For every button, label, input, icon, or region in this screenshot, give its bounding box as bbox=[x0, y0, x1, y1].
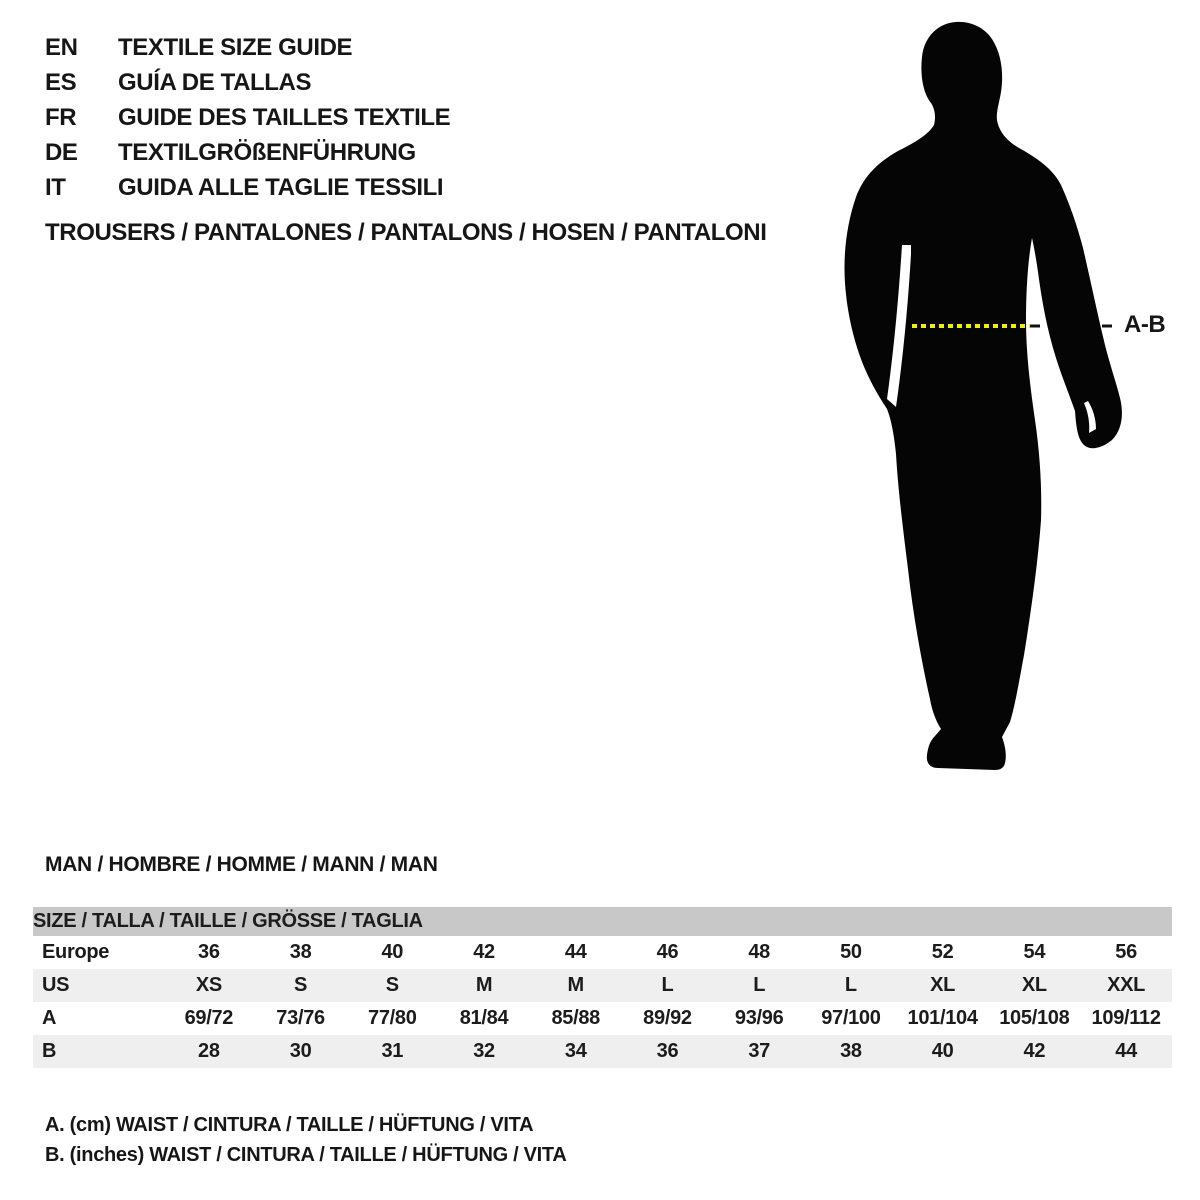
size-cell: M bbox=[530, 969, 622, 1002]
size-cell: 93/96 bbox=[734, 1007, 784, 1029]
table-row-b bbox=[33, 1035, 1172, 1068]
language-title: GUIDA ALLE TAGLIE TESSILI bbox=[118, 174, 444, 201]
size-cell: 28 bbox=[163, 1035, 255, 1068]
note-line-cm: A. (cm) WAIST / CINTURA / TAILLE / HÜFTUNG / VITA bbox=[45, 1114, 534, 1136]
size-table bbox=[33, 907, 1172, 1068]
size-cell: XXL bbox=[1080, 969, 1172, 1002]
size-cell: 89/92 bbox=[643, 1007, 692, 1029]
size-cell: L bbox=[805, 969, 897, 1002]
size-cell: M bbox=[438, 969, 530, 1002]
size-cell: 97/100 bbox=[821, 1007, 881, 1029]
row-label: A bbox=[42, 1007, 57, 1029]
language-title: TEXTILGRÖßENFÜHRUNG bbox=[118, 139, 416, 166]
size-cell: 69/72 bbox=[184, 1007, 234, 1029]
size-cell: 52 bbox=[931, 941, 954, 963]
size-cell: 56 bbox=[1115, 941, 1137, 963]
size-cell: XL bbox=[897, 969, 989, 1002]
size-cell: XL bbox=[988, 969, 1080, 1002]
size-cell: 44 bbox=[1080, 1035, 1172, 1068]
row-label: Europe bbox=[42, 941, 110, 963]
table-row-us bbox=[33, 969, 1172, 1002]
size-table-header-row bbox=[33, 907, 1172, 936]
language-code: IT bbox=[45, 174, 66, 201]
note-line-inches: B. (inches) WAIST / CINTURA / TAILLE / HÜFTUNG / VITA bbox=[45, 1144, 567, 1166]
size-cell: 85/88 bbox=[551, 1007, 601, 1029]
size-cell: 73/76 bbox=[276, 1007, 325, 1029]
language-title: GUÍA DE TALLAS bbox=[118, 69, 312, 96]
size-table-header: SIZE / TALLA / TAILLE / GRÖSSE / TAGLIA bbox=[33, 907, 1172, 936]
gender-heading: MAN / HOMBRE / HOMME / MANN / MAN bbox=[45, 853, 438, 876]
size-cell: L bbox=[713, 969, 805, 1002]
size-cell: 34 bbox=[530, 1035, 622, 1068]
man-silhouette bbox=[844, 22, 1121, 770]
product-line-heading: TROUSERS / PANTALONES / PANTALONS / HOSEN / PANTALONI bbox=[45, 219, 767, 246]
language-code: ES bbox=[45, 69, 77, 96]
size-cell: 32 bbox=[438, 1035, 530, 1068]
size-cell: 37 bbox=[713, 1035, 805, 1068]
size-cell: 46 bbox=[656, 941, 679, 963]
size-cell: 42 bbox=[988, 1035, 1080, 1068]
size-cell: 38 bbox=[805, 1035, 897, 1068]
size-cell: 105/108 bbox=[999, 1007, 1070, 1029]
language-title: GUIDE DES TAILLES TEXTILE bbox=[118, 104, 451, 131]
language-title: TEXTILE SIZE GUIDE bbox=[118, 34, 353, 61]
size-cell: 36 bbox=[198, 941, 220, 963]
size-cell: S bbox=[255, 969, 347, 1002]
size-cell: 40 bbox=[381, 941, 404, 963]
size-cell: 31 bbox=[346, 1035, 438, 1068]
waist-measure-label: A-B bbox=[1124, 311, 1166, 338]
size-cell: XS bbox=[163, 969, 255, 1002]
size-cell: 36 bbox=[622, 1035, 714, 1068]
size-cell: 38 bbox=[289, 941, 312, 963]
size-cell: 42 bbox=[473, 941, 495, 963]
language-code: FR bbox=[45, 104, 77, 131]
size-cell: 30 bbox=[255, 1035, 347, 1068]
size-table-body bbox=[33, 936, 1172, 1068]
size-cell: S bbox=[346, 969, 438, 1002]
size-cell: 44 bbox=[564, 941, 587, 963]
size-cell: 54 bbox=[1023, 941, 1046, 963]
size-cell: 48 bbox=[748, 941, 770, 963]
language-code: DE bbox=[45, 139, 78, 166]
row-label: B bbox=[33, 1035, 163, 1068]
size-cell: 40 bbox=[897, 1035, 989, 1068]
size-cell: 101/104 bbox=[907, 1007, 978, 1029]
measurement-notes bbox=[45, 1110, 567, 1170]
size-cell: 50 bbox=[840, 941, 862, 963]
size-cell: 81/84 bbox=[459, 1007, 509, 1029]
size-cell: L bbox=[622, 969, 714, 1002]
size-cell: 109/112 bbox=[1091, 1007, 1161, 1029]
table-row-europe bbox=[33, 936, 1172, 969]
row-label: US bbox=[33, 969, 163, 1002]
size-cell: 77/80 bbox=[368, 1007, 417, 1029]
table-row-a bbox=[33, 1002, 1172, 1035]
language-code: EN bbox=[45, 34, 78, 61]
